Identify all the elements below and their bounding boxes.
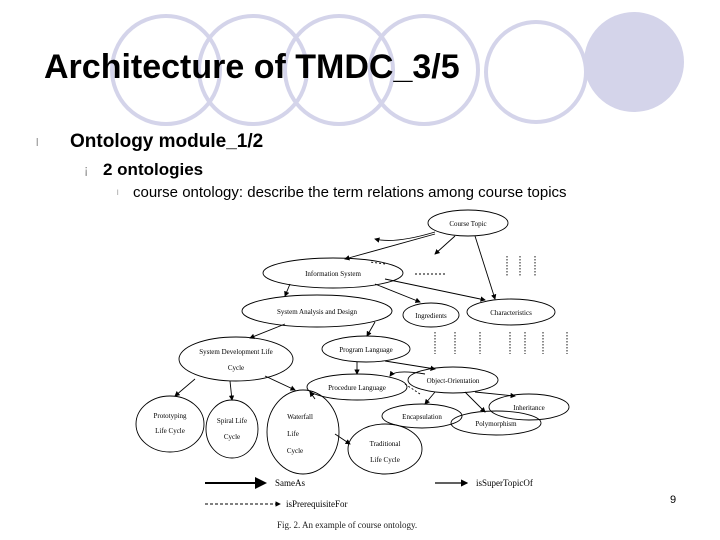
legend-prerequisite: isPrerequisiteFor xyxy=(286,499,348,509)
node-label: Polymorphism xyxy=(475,420,517,428)
node-label: Cycle xyxy=(223,433,241,441)
node-label: Life Cycle xyxy=(370,456,400,464)
node-label: Traditional xyxy=(369,440,401,448)
legend-sameas: SameAs xyxy=(275,478,305,488)
bullet-circle-icon: ¡ xyxy=(84,162,89,177)
page-number: 9 xyxy=(670,494,677,506)
node-label: System Development Life xyxy=(199,348,273,356)
node-label: Life Cycle xyxy=(155,427,185,435)
bullet-icon: l xyxy=(36,137,39,149)
node-sdlc xyxy=(179,337,293,381)
node-label: Characteristics xyxy=(490,309,532,317)
node-label: Information System xyxy=(305,270,361,278)
bullet-level1: Ontology module_1/2 xyxy=(70,131,264,152)
course-ontology-figure xyxy=(135,204,575,516)
bullet-level3: course ontology: describe the term relations among course topics xyxy=(133,184,567,201)
node-label: Prototyping xyxy=(153,412,187,420)
node-label: Encapsulation xyxy=(402,413,442,421)
node-label: Procedure Language xyxy=(328,384,386,392)
node-label: Inheritance xyxy=(513,404,545,412)
decor-circle xyxy=(486,22,586,122)
node-label: Life xyxy=(287,430,299,438)
node-prototyping xyxy=(136,396,204,452)
node-label: Waterfall xyxy=(287,413,313,421)
slide-title: Architecture of TMDC_3/5 xyxy=(44,48,460,86)
node-label: Ingredients xyxy=(415,312,447,320)
figure-caption: Fig. 2. An example of course ontology. xyxy=(277,520,418,530)
decor-circle-filled xyxy=(584,12,684,112)
bullet-level2: 2 ontologies xyxy=(103,160,204,179)
node-label: Cycle xyxy=(227,364,245,372)
node-label: Program Language xyxy=(339,346,393,354)
node-label: Cycle xyxy=(286,447,304,455)
node-label: Object-Orientation xyxy=(426,377,480,385)
node-traditional xyxy=(348,424,422,474)
node-label: System Analysis and Design xyxy=(277,308,357,316)
bullet-icon: l xyxy=(117,190,119,197)
legend-supertopic: isSuperTopicOf xyxy=(476,478,533,488)
node-label: Course Topic xyxy=(449,220,487,228)
node-spiral xyxy=(206,400,258,458)
node-label: Spiral Life xyxy=(216,417,248,425)
node-waterfall xyxy=(267,390,339,474)
